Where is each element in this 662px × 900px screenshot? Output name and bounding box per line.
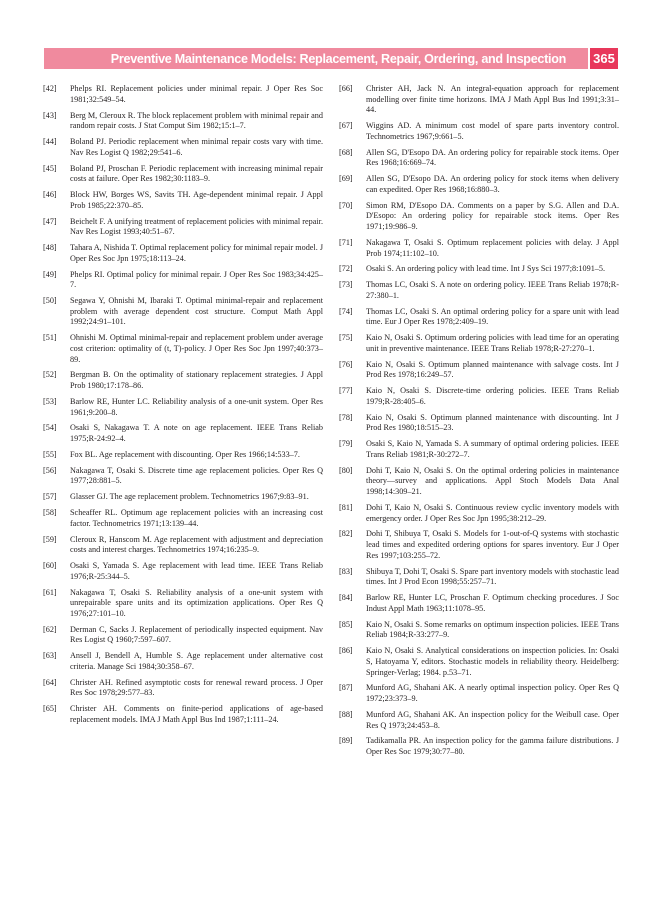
reference-item <box>43 217 323 238</box>
reference-number: [43] <box>43 110 57 120</box>
reference-number: [47] <box>43 216 57 226</box>
reference-text: Munford AG, Shahani AK. A nearly optimal inspection policy. Oper Res Q 1972;23:373–9. <box>366 683 619 704</box>
reference-item <box>339 620 619 641</box>
reference-text: Ohnishi M. Optimal minimal-repair and replacement problem under average cost criterion: optimality of (t, T)-policy. J Oper Res Soc Jpn 1997;40:373–89. <box>70 333 323 364</box>
reference-number: [67] <box>339 121 353 131</box>
reference-text: Nakagawa T, Osaki S. Discrete time age replacement policies. Oper Res Q 1977;28:881–5. <box>70 465 323 486</box>
reference-item <box>43 370 323 391</box>
reference-number: [49] <box>43 269 57 279</box>
reference-number: [85] <box>339 619 353 629</box>
reference-text: Boland PJ. Periodic replacement when minimal repair costs vary with time. Nav Res Logist Q 1982;29:541–6. <box>70 137 323 157</box>
reference-text: Kaio N, Osaki S. Optimum ordering policies with lead time for an operating unit in preventive maintenance. IEEE Trans Reliab 1978;R-27:270–1. <box>366 333 619 353</box>
reference-item <box>339 503 619 524</box>
reference-text: Nakagawa T, Osaki S. Reliability analysis of a one-unit system with unrepairable spare units and its optimization applications. Oper Res Q 1976;27:101–10. <box>70 587 323 618</box>
reference-number: [79] <box>339 439 353 449</box>
reference-number: [63] <box>43 651 57 661</box>
reference-text: Christer AH. Comments on finite-period applications of age-based replacement models. IMA J Math Appl Bus Ind 1987;1:111–24. <box>70 704 323 724</box>
reference-number: [82] <box>339 529 353 539</box>
reference-text: Nakagawa T, Osaki S. Optimum replacement policies with delay. J Appl Prob 1974;11:102–10. <box>366 237 619 258</box>
reference-text: Osaki S. An ordering policy with lead time. Int J Sys Sci 1977;8:1091–5. <box>366 264 606 274</box>
reference-text: Osaki S, Kaio N, Yamada S. A summary of optimal ordering policies. IEEE Trans Reliab 1981;R-30:272–7. <box>366 439 619 459</box>
reference-item <box>43 397 323 418</box>
reference-item <box>43 333 323 365</box>
reference-text: Glasser GJ. The age replacement problem. Technometrics 1967;9:83–91. <box>70 492 309 502</box>
reference-item <box>339 264 619 275</box>
reference-item <box>43 588 323 620</box>
reference-number: [42] <box>43 84 57 93</box>
reference-item <box>339 280 619 301</box>
reference-number: [83] <box>339 566 353 576</box>
reference-item <box>339 567 619 588</box>
reference-number: [76] <box>339 359 353 369</box>
reference-number: [45] <box>43 163 57 173</box>
reference-item <box>43 296 323 328</box>
reference-item <box>43 466 323 487</box>
reference-item <box>339 466 619 498</box>
reference-text: Phelps RI. Replacement policies under minimal repair. J Oper Res Soc 1981;32:549–54. <box>70 84 323 104</box>
reference-number: [65] <box>43 704 57 714</box>
reference-text: Osaki S, Yamada S. Age replacement with lead time. IEEE Trans Reliab 1976;R-25:344–5. <box>70 561 323 581</box>
page-number: 365 <box>590 48 618 69</box>
reference-number: [64] <box>43 677 57 687</box>
reference-number: [75] <box>339 333 353 343</box>
reference-item <box>43 651 323 672</box>
reference-number: [89] <box>339 736 353 746</box>
reference-number: [73] <box>339 280 353 290</box>
reference-number: [70] <box>339 200 353 210</box>
reference-number: [51] <box>43 333 57 343</box>
reference-number: [46] <box>43 190 57 199</box>
reference-item <box>43 492 323 503</box>
reference-text: Derman C, Sacks J. Replacement of periodically inspected equipment. Nav Res Logist Q 1960;7:597–607. <box>70 624 323 645</box>
reference-number: [58] <box>43 508 57 517</box>
reference-text: Dohi T, Kaio N, Osaki S. On the optimal ordering policies in maintenance theory—survey and applications. Appl Stoch Models Data Anal 1998;14:309–21. <box>366 465 619 497</box>
reference-item <box>339 529 619 561</box>
reference-text: Beichelt F. A unifying treatment of replacement policies with minimal repair. Nav Res Logist 1993;40:51–67. <box>70 216 323 237</box>
reference-text: Simon RM, D'Esopo DA. Comments on a paper by S.G. Allen and D.A. D'Esopo: An ordering policy for repairable stock items. Oper Res 1971;19:986–9. <box>366 200 619 232</box>
reference-text: Segawa Y, Ohnishi M, Ibaraki T. Optimal minimal-repair and replacement problem with average dependent cost structure. Comput Math Appl 1992;24:91–101. <box>70 296 323 327</box>
reference-number: [53] <box>43 396 57 406</box>
reference-item <box>43 84 323 105</box>
reference-text: Christer AH. Refined asymptotic costs for renewal reward process. J Oper Res Soc 1978;29:577–83. <box>70 677 323 698</box>
reference-text: Scheaffer RL. Optimum age replacement policies with an increasing cost factor. Technometrics 1971;13:139–44. <box>70 508 323 528</box>
reference-text: Allen SG, D'Esopo DA. An ordering policy for stock items when delivery can expedited. Oper Res 1968;16:880–3. <box>366 174 619 194</box>
reference-item <box>43 625 323 646</box>
reference-number: [44] <box>43 137 57 146</box>
reference-text: Barlow RE, Hunter LC, Proschan F. Optimum checking procedures. J Soc Indust Appl Math 1963;11:1078–95. <box>366 593 619 613</box>
reference-item <box>43 190 323 211</box>
reference-item <box>339 646 619 678</box>
reference-item <box>43 243 323 264</box>
reference-item <box>43 678 323 699</box>
reference-text: Thomas LC, Osaki S. A note on ordering policy. IEEE Trans Reliab 1978;R-27:380–1. <box>366 280 619 300</box>
reference-text: Bergman B. On the optimality of stationary replacement strategies. J Appl Prob 1980;17:178–86. <box>70 370 323 391</box>
reference-item <box>43 423 323 444</box>
reference-number: [72] <box>339 264 353 274</box>
reference-number: [60] <box>43 561 57 570</box>
reference-item <box>339 683 619 704</box>
reference-number: [54] <box>43 423 57 433</box>
reference-item <box>43 704 323 725</box>
reference-number: [48] <box>43 243 57 252</box>
reference-number: [66] <box>339 84 353 93</box>
reference-number: [56] <box>43 465 57 475</box>
reference-item <box>339 439 619 460</box>
reference-text: Wiggins AD. A minimum cost model of spare parts inventory control. Technometrics 1967;9:661–5. <box>366 121 619 141</box>
reference-text: Fox BL. Age replacement with discounting. Oper Res 1966;14:533–7. <box>70 449 300 459</box>
reference-number: [68] <box>339 147 353 157</box>
reference-text: Kaio N, Osaki S. Some remarks on optimum inspection policies. IEEE Trans Reliab 1984;R-33:277–9. <box>366 619 619 640</box>
reference-number: [59] <box>43 534 57 544</box>
reference-item <box>43 561 323 582</box>
reference-text: Ansell J, Bendell A, Humble S. Age replacement under alternative cost criteria. Manage Sci 1984;30:358–67. <box>70 651 323 671</box>
reference-number: [71] <box>339 237 353 247</box>
reference-item <box>339 84 619 116</box>
reference-text: Kaio N, Osaki S. Analytical considerations on inspection policies. In: Osaki S, Hatoyama Y, editors. Stochastic models in reliability theory. Heidelberg: Springer-Verlag; 1984. p.53–71. <box>366 646 619 677</box>
reference-text: Dohi T, Kaio N, Osaki S. Continuous review cyclic inventory models with emergency order. J Oper Res Soc Jpn 1995;38:212–29. <box>366 502 619 523</box>
reference-text: Kaio N, Osaki S. Optimum planned maintenance with discounting. Int J Prod Res 1980;18:515–23. <box>366 412 619 433</box>
reference-item <box>43 535 323 556</box>
reference-item <box>43 137 323 158</box>
reference-item <box>43 450 323 461</box>
reference-text: Dohi T, Shibuya T, Osaki S. Models for 1-out-of-Q systems with stochastic lead times and expedited ordering options for spares inventory. Eur J Oper Res 1997;103:255–72. <box>366 529 619 560</box>
reference-item <box>339 333 619 354</box>
reference-text: Berg M, Cleroux R. The block replacement problem with minimal repair and random repair costs. J Stat Comput Sim 1982;15:1–7. <box>70 110 323 131</box>
reference-item <box>339 121 619 142</box>
reference-text: Tadikamalla PR. An inspection policy for the gamma failure distributions. J Oper Res Soc 1979;30:77–80. <box>366 736 619 757</box>
reference-number: [88] <box>339 709 353 719</box>
reference-item <box>339 386 619 407</box>
reference-number: [61] <box>43 587 57 597</box>
reference-text: Osaki S, Nakagawa T. A note on age replacement. IEEE Trans Reliab 1975;R-24:92–4. <box>70 423 323 444</box>
reference-text: Munford AG, Shahani AK. An inspection policy for the Weibull case. Oper Res Q 1973;24:453–8. <box>366 709 619 730</box>
reference-number: [50] <box>43 296 57 305</box>
references-column-left <box>43 84 323 731</box>
reference-item <box>43 270 323 291</box>
reference-text: Thomas LC, Osaki S. An optimal ordering policy for a spare unit with lead time. Eur J Oper Res 1978;2:409–19. <box>366 306 619 327</box>
reference-text: Christer AH, Jack N. An integral-equation approach for replacement modelling over finite time horizons. IMA J Math Appl Bus Ind 1991;3:31–44. <box>366 84 619 115</box>
reference-item <box>339 238 619 259</box>
reference-text: Kaio N, Osaki S. Optimum planned maintenance with salvage costs. Int J Prod Res 1978;16:249–57. <box>366 359 619 380</box>
reference-text: Shibuya T, Dohi T, Osaki S. Spare part inventory models with stochastic lead times. Int J Prod Econ 1998;55:257–71. <box>366 566 619 587</box>
reference-item <box>339 201 619 233</box>
reference-item <box>43 111 323 132</box>
reference-text: Kaio N, Osaki S. Discrete-time ordering policies. IEEE Trans Reliab 1979;R-28:405–6. <box>366 386 619 406</box>
references-column-right <box>339 84 619 763</box>
reference-number: [69] <box>339 174 353 184</box>
reference-number: [81] <box>339 502 353 512</box>
reference-number: [62] <box>43 624 57 634</box>
reference-text: Cleroux R, Hanscom M. Age replacement with adjustment and depreciation costs and interest charges. Technometrics 1974;16:235–9. <box>70 534 323 555</box>
reference-text: Barlow RE, Hunter LC. Reliability analysis of a one-unit system. Oper Res 1961;9:200–8. <box>70 396 323 417</box>
reference-number: [52] <box>43 370 57 380</box>
reference-number: [80] <box>339 465 353 475</box>
reference-item <box>339 307 619 328</box>
reference-item <box>339 148 619 169</box>
running-header-title: Preventive Maintenance Models: Replacement, Repair, Ordering, and Inspection <box>110 51 566 66</box>
reference-number: [57] <box>43 492 57 502</box>
reference-text: Phelps RI. Optimal policy for minimal repair. J Oper Res Soc 1983;34:425–7. <box>70 269 323 290</box>
reference-item <box>339 593 619 614</box>
reference-number: [55] <box>43 449 57 459</box>
reference-item <box>339 360 619 381</box>
reference-number: [77] <box>339 386 353 396</box>
reference-item <box>339 413 619 434</box>
reference-item <box>43 508 323 529</box>
reference-item <box>43 164 323 185</box>
reference-text: Tahara A, Nishida T. Optimal replacement policy for minimal repair model. J Oper Res Soc Jpn 1975;18:113–24. <box>70 243 323 263</box>
reference-item <box>339 736 619 757</box>
reference-item <box>339 174 619 195</box>
reference-number: [87] <box>339 683 353 693</box>
reference-number: [78] <box>339 412 353 422</box>
running-header <box>44 48 588 69</box>
reference-text: Boland PJ, Proschan F. Periodic replacement with increasing minimal repair costs at failure. Oper Res 1982;30:1183–9. <box>70 163 323 184</box>
reference-number: [84] <box>339 593 353 603</box>
reference-text: Block HW, Borges WS, Savits TH. Age-dependent minimal repair. J Appl Prob 1985;22:370–85. <box>70 190 323 210</box>
reference-number: [86] <box>339 646 353 656</box>
reference-number: [74] <box>339 306 353 316</box>
reference-text: Allen SG, D'Esopo DA. An ordering policy for repairable stock items. Oper Res 1968;16:669–74. <box>366 147 619 168</box>
reference-item <box>339 710 619 731</box>
